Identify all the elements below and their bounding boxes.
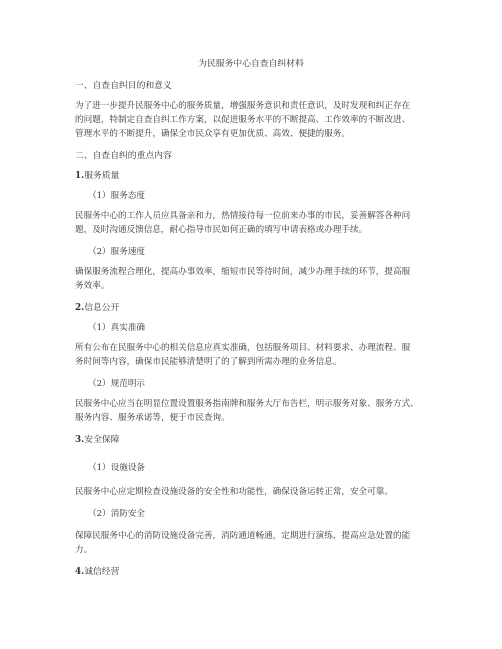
item-number: 3. [75, 435, 85, 445]
paragraph-line: 确保服务流程合理化，提高办事效率，缩短市民等待时间，减少办理手续的环节，提高服 [75, 267, 411, 277]
document-title: 为民服务中心自查自纠材料 [198, 59, 304, 69]
item-title: 诚信经营 [84, 567, 120, 577]
item-number: 2. [75, 303, 85, 313]
paragraph-line: 所有公布在民服务中心的相关信息应真实准确，包括服务项目、材料要求、办理流程、服 [75, 343, 411, 353]
paragraph-line: 民服务中心的工作人员应具备亲和力，热情接待每一位前来办事的市民，妥善解答各种问 [75, 211, 411, 221]
paragraph-line: 题，及时沟通反馈信息，耐心指导市民如何正确的填写申请表格或办理手续。 [75, 225, 368, 235]
sub-heading: （1）服务态度 [88, 191, 146, 201]
item-heading [75, 567, 435, 578]
item-number: 1. [75, 171, 85, 181]
paragraph-line: 为了进一步提升民服务中心的服务质量，增强服务意识和责任意识，及时发现和纠正存在 [75, 101, 411, 111]
sub-heading: （2）消防安全 [88, 509, 146, 519]
item-title: 安全保障 [84, 435, 120, 445]
paragraph-line: 服务内容、服务承诺等，便于市民查询。 [75, 413, 230, 423]
sub-heading: （2）规范明示 [88, 379, 146, 389]
item-heading [75, 171, 435, 182]
paragraph-line: 务时间等内容，确保市民能够清楚明了的了解到所需办理的业务信息。 [75, 357, 342, 367]
paragraph-line: 民服务中心应定期检查设施设备的安全性和功能性，确保设备运转正常，安全可靠。 [75, 487, 393, 497]
item-heading [75, 303, 435, 314]
paragraph-line: 管理水平的不断提升，确保全市民众享有更加优质、高效、便捷的服务。 [75, 129, 351, 139]
item-number: 4. [75, 567, 85, 577]
section-heading: 一、自查自纠目的和意义 [75, 81, 172, 91]
sub-heading: （2）服务速度 [88, 247, 146, 257]
paragraph-line: 保障民服务中心的消防设施设备完善，消防通道畅通，定期进行演练，提高应急处置的能 [75, 531, 411, 541]
paragraph-line: 民服务中心应当在明显位置设置服务指南牌和服务大厅布告栏，明示服务对象、服务方式、 [75, 399, 419, 409]
paragraph-line: 的问题，特制定自查自纠工作方案，以促进服务水平的不断提高、工作效率的不断改进、 [75, 115, 411, 125]
sub-heading: （1）设施设备 [88, 463, 146, 473]
item-heading [75, 435, 435, 446]
item-title: 信息公开 [84, 303, 120, 313]
sub-heading: （1）真实准确 [88, 323, 146, 333]
paragraph-line: 务效率。 [75, 281, 110, 291]
paragraph-line: 力。 [75, 545, 93, 555]
section-heading: 二、自查自纠的重点内容 [75, 151, 172, 161]
item-title: 服务质量 [84, 171, 120, 181]
